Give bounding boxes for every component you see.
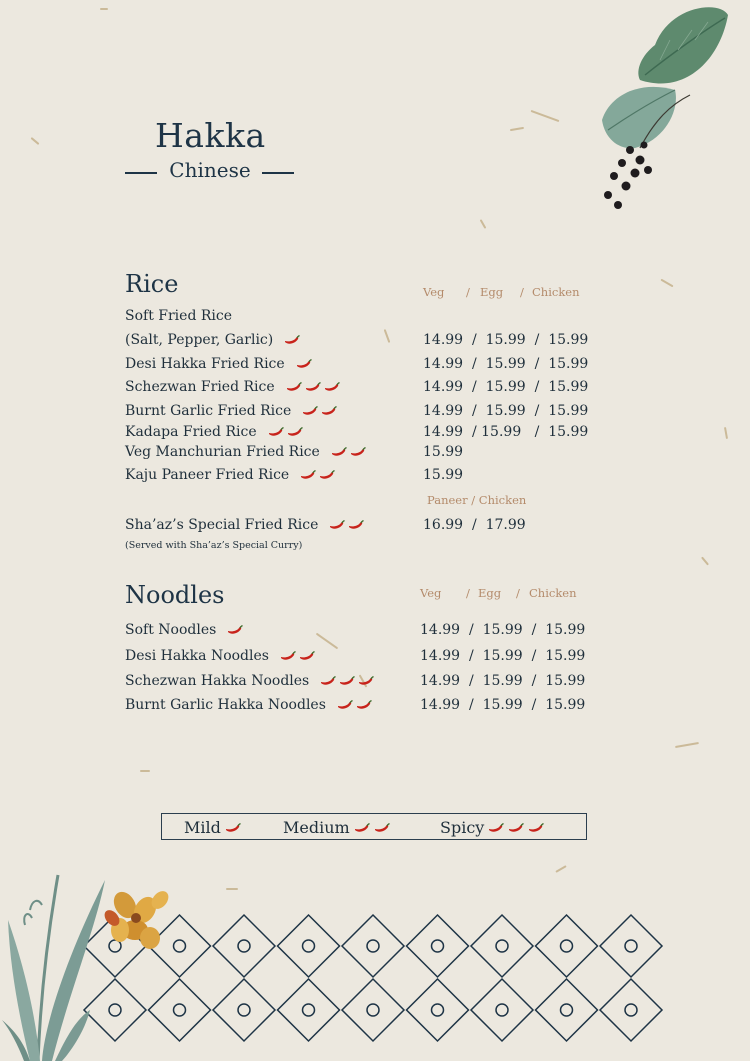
- subtitle-rule-right: [262, 172, 294, 174]
- list-item: [125, 697, 372, 713]
- item-name: Veg Manchurian Fried Rice: [125, 444, 320, 460]
- item-price: 14.99 / 15.99 / 15.99: [420, 622, 586, 638]
- chili-pepper-icon: [357, 676, 374, 686]
- pattern-diamond: [213, 979, 275, 1041]
- legend-label: Spicy: [440, 818, 485, 837]
- paper-fleck: [480, 219, 487, 229]
- item-price: 14.99 / 15.99 / 15.99: [420, 697, 586, 713]
- item-name: Soft Fried Rice: [125, 308, 233, 324]
- chili-pepper-icon: [373, 823, 390, 833]
- item-name: Schezwan Fried Rice: [125, 379, 275, 395]
- paper-fleck: [316, 633, 338, 650]
- item-name: Burnt Garlic Hakka Noodles: [125, 697, 326, 713]
- pattern-circle: [238, 1004, 250, 1016]
- chili-pepper-icon: [355, 700, 372, 710]
- spice-level: [279, 651, 315, 661]
- item-price: 15.99: [423, 444, 464, 460]
- chili-pepper-icon: [318, 470, 335, 480]
- pattern-diamond: [407, 979, 469, 1041]
- pattern-circle: [496, 1004, 508, 1016]
- chili-pepper-icon: [295, 359, 312, 369]
- column-separator: /: [516, 586, 520, 600]
- menu-title: Hakka: [155, 116, 266, 155]
- chili-pepper-icon: [279, 651, 296, 661]
- column-header-veg: Veg: [423, 285, 445, 299]
- item-price: 14.99 / 15.99 / 15.99: [423, 379, 589, 395]
- pattern-circle: [625, 1004, 637, 1016]
- spice-level: [283, 335, 300, 345]
- paper-fleck: [140, 770, 150, 772]
- chili-pepper-icon: [336, 700, 353, 710]
- list-item: [125, 308, 232, 324]
- flower-illustration: [0, 870, 180, 1061]
- list-item: [125, 332, 300, 348]
- pattern-circle: [303, 1004, 315, 1016]
- spice-level: [336, 700, 372, 710]
- spice-level: [301, 406, 337, 416]
- menu-subtitle: Chinese: [169, 158, 251, 182]
- pattern-diamond: [600, 979, 662, 1041]
- paper-fleck: [555, 865, 566, 873]
- item-price: 14.99 / 15.99 / 15.99: [423, 356, 589, 372]
- item-price: 14.99 / 15.99 / 15.99: [423, 424, 589, 440]
- chili-pepper-icon: [320, 406, 337, 416]
- list-item: [125, 673, 374, 689]
- list-item: [125, 379, 340, 395]
- chili-pepper-icon: [286, 427, 303, 437]
- list-item: [125, 622, 243, 638]
- pattern-diamond: [278, 915, 340, 977]
- item-name: Soft Noodles: [125, 622, 217, 638]
- item-note: (Served with Sha’az’s Special Curry): [125, 540, 303, 551]
- column-separator: /: [466, 586, 470, 600]
- chili-pepper-icon: [323, 382, 340, 392]
- spice-level: [224, 823, 241, 833]
- chili-pepper-icon: [301, 406, 318, 416]
- paper-fleck: [100, 8, 108, 10]
- chili-pepper-icon: [304, 382, 321, 392]
- item-name: Schezwan Hakka Noodles: [125, 673, 310, 689]
- item-price: 15.99: [423, 467, 464, 483]
- column-header-egg: Egg: [480, 285, 504, 299]
- column-separator: /: [466, 285, 470, 299]
- pattern-diamond: [342, 979, 404, 1041]
- legend-mild: [184, 818, 241, 837]
- column-header-egg: Egg: [478, 586, 502, 600]
- pattern-circle: [367, 1004, 379, 1016]
- legend-medium: [283, 818, 390, 837]
- item-name: Kaju Paneer Fried Rice: [125, 467, 290, 483]
- spice-level: [285, 382, 340, 392]
- chili-pepper-icon: [328, 520, 345, 530]
- chili-pepper-icon: [285, 382, 302, 392]
- item-price: 14.99 / 15.99 / 15.99: [423, 403, 589, 419]
- item-price: 14.99 / 15.99 / 15.99: [420, 673, 586, 689]
- chili-pepper-icon: [353, 823, 370, 833]
- spice-level: [353, 823, 390, 833]
- column-header-paneer-chicken: Paneer / Chicken: [427, 493, 527, 507]
- pattern-circle: [432, 940, 444, 952]
- list-item: [125, 424, 303, 440]
- list-item: [125, 467, 335, 483]
- chili-pepper-icon: [319, 676, 336, 686]
- pattern-diamond: [600, 915, 662, 977]
- spice-level: [226, 625, 243, 635]
- paper-fleck: [675, 742, 699, 748]
- section-heading-rice: Rice: [125, 270, 179, 298]
- chili-pepper-icon: [226, 625, 243, 635]
- chili-pepper-icon: [487, 823, 504, 833]
- pattern-diamond: [407, 915, 469, 977]
- list-item: [125, 356, 312, 372]
- spice-level: [328, 520, 364, 530]
- chili-pepper-icon: [299, 470, 316, 480]
- column-separator: /: [520, 285, 524, 299]
- paper-fleck: [531, 110, 560, 122]
- legend-spicy: [440, 818, 544, 837]
- spice-level: [267, 427, 303, 437]
- paper-fleck: [510, 127, 524, 131]
- pattern-circle: [367, 940, 379, 952]
- list-item-special: [125, 517, 364, 533]
- spice-legend: [161, 813, 587, 840]
- pattern-circle: [625, 940, 637, 952]
- chili-pepper-icon: [347, 520, 364, 530]
- item-name: Sha’az’s Special Fried Rice: [125, 517, 319, 533]
- paper-fleck: [724, 427, 728, 439]
- spice-level: [295, 359, 312, 369]
- paper-fleck: [226, 888, 238, 890]
- item-price: 14.99 / 15.99 / 15.99: [423, 332, 589, 348]
- item-price: 14.99 / 15.99 / 15.99: [420, 648, 586, 664]
- pattern-diamond: [536, 915, 598, 977]
- pattern-diamond: [471, 915, 533, 977]
- item-name: Desi Hakka Fried Rice: [125, 356, 285, 372]
- pattern-diamond: [278, 979, 340, 1041]
- chili-pepper-icon: [224, 823, 241, 833]
- legend-label: Mild: [184, 818, 221, 837]
- chili-pepper-icon: [298, 651, 315, 661]
- paper-fleck: [384, 329, 391, 343]
- chili-pepper-icon: [349, 447, 366, 457]
- pattern-circle: [561, 1004, 573, 1016]
- pattern-circle: [496, 940, 508, 952]
- pattern-diamond: [471, 979, 533, 1041]
- spice-level: [319, 676, 374, 686]
- spice-level: [487, 823, 544, 833]
- pattern-circle: [432, 1004, 444, 1016]
- pattern-circle: [303, 940, 315, 952]
- chili-pepper-icon: [330, 447, 347, 457]
- list-item: [125, 403, 337, 419]
- list-item: [125, 444, 366, 460]
- pattern-diamond: [213, 915, 275, 977]
- column-header-chicken: Chicken: [529, 586, 577, 600]
- legend-label: Medium: [283, 818, 350, 837]
- spice-level: [330, 447, 366, 457]
- leaf-branch-illustration: [600, 0, 730, 215]
- chili-pepper-icon: [527, 823, 544, 833]
- item-price: 16.99 / 17.99: [423, 517, 526, 533]
- pattern-circle: [561, 940, 573, 952]
- column-header-chicken: Chicken: [532, 285, 580, 299]
- pattern-diamond: [342, 915, 404, 977]
- paper-fleck: [660, 279, 673, 288]
- chili-pepper-icon: [338, 676, 355, 686]
- pattern-diamond: [536, 979, 598, 1041]
- list-item: [125, 648, 315, 664]
- paper-fleck: [31, 137, 40, 145]
- pattern-circle: [238, 940, 250, 952]
- item-name: Kadapa Fried Rice: [125, 424, 257, 440]
- spice-level: [299, 470, 335, 480]
- item-name: (Salt, Pepper, Garlic): [125, 332, 274, 348]
- chili-pepper-icon: [267, 427, 284, 437]
- item-name: Desi Hakka Noodles: [125, 648, 269, 664]
- column-header-veg: Veg: [420, 586, 442, 600]
- chili-pepper-icon: [507, 823, 524, 833]
- paper-fleck: [701, 557, 709, 566]
- item-name: Burnt Garlic Fried Rice: [125, 403, 292, 419]
- section-heading-noodles: Noodles: [125, 581, 225, 609]
- chili-pepper-icon: [283, 335, 300, 345]
